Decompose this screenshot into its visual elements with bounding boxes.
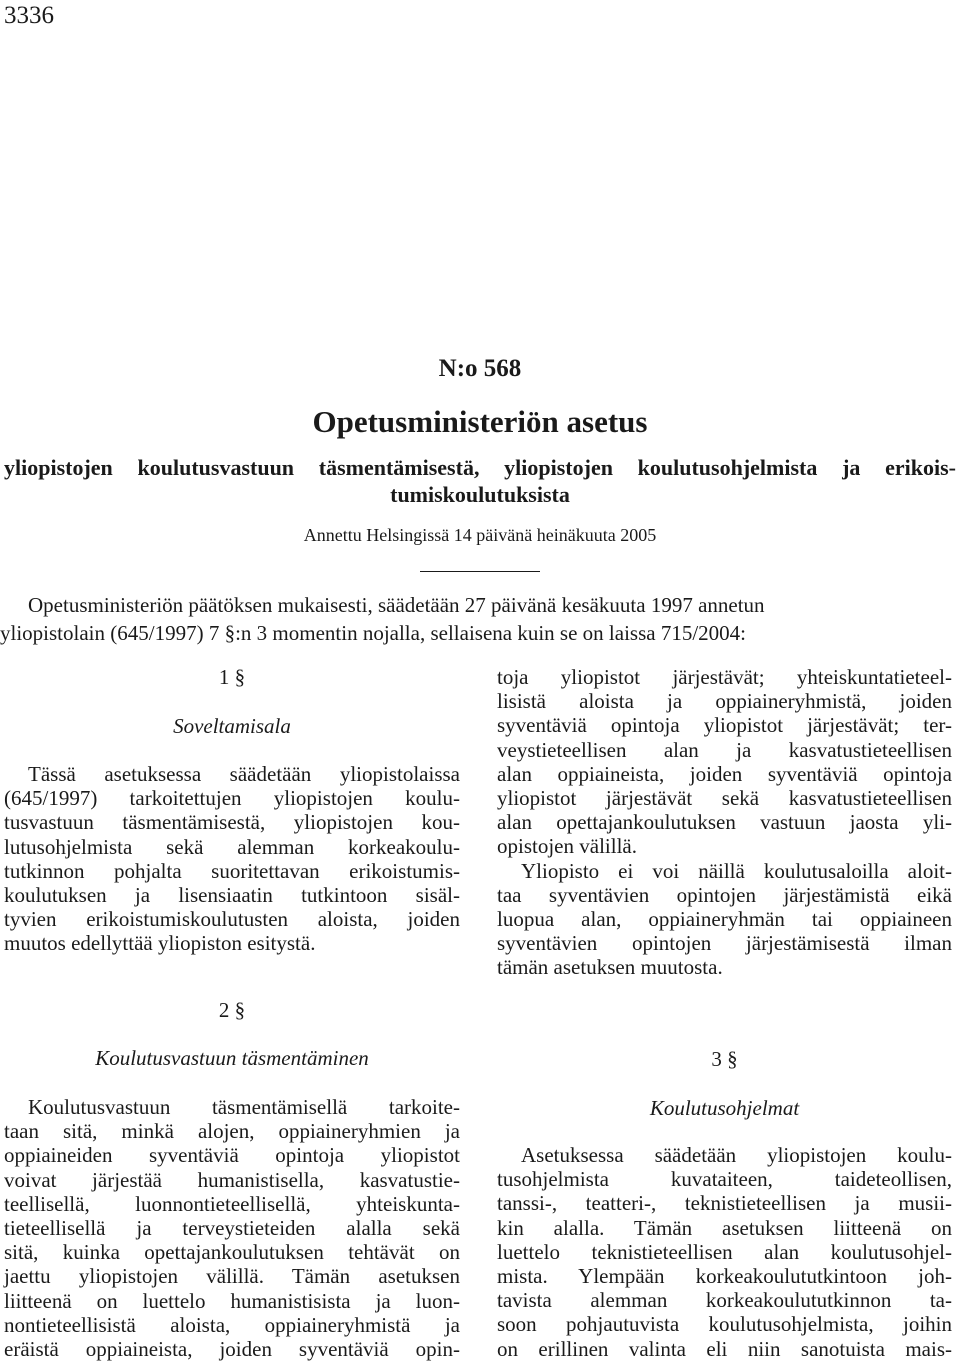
body-line: liitteenä on luettelo humanistisista ja luon- bbox=[4, 1288, 460, 1313]
body-line: lutusohjelmista sekä alemman korkeakoulu- bbox=[4, 834, 460, 859]
body-line: tusvastuun täsmentämisestä, yliopistojen kou- bbox=[4, 810, 460, 835]
act-title-line: yliopistojen koulutusvastuun täsmentämisestä, yliopistojen koulutusohjelmista ja erikois- bbox=[4, 455, 956, 480]
body-line: tanssi-, teatteri-, teknistieteellisen ja musii- bbox=[497, 1191, 952, 1216]
body-line: Yliopisto ei voi näillä koulutusaloilla aloit- bbox=[521, 858, 952, 883]
body-line: veystieteellisen alan ja kasvatustieteellisen bbox=[497, 737, 952, 762]
section-3-title-wrap bbox=[497, 1096, 952, 1120]
body-line: Koulutusvastuun täsmentämisellä tarkoite- bbox=[28, 1095, 460, 1119]
section-2-title-wrap bbox=[4, 1046, 460, 1070]
section-number: 2 § bbox=[218, 998, 246, 1022]
body-line: tusohjelmista kuvataiteen, taideteollisen, bbox=[497, 1167, 952, 1192]
body-line: teellisellä, luonnontieteellisellä, yhteiskunta- bbox=[4, 1191, 460, 1216]
body-line: taa syventävien opintojen järjestämistä eikä bbox=[497, 882, 952, 907]
preamble-line: yliopistolain (645/1997) 7 §:n 3 momentin nojalla, sellaisena kuin se on laissa 715/2004: bbox=[0, 621, 746, 645]
section-1-body bbox=[4, 762, 460, 956]
section-2-number bbox=[4, 998, 460, 1022]
body-line: oppiaineiden syventäviä opintoja yliopistot bbox=[4, 1143, 460, 1168]
preamble-line: Opetusministeriön päätöksen mukaisesti, säädetään 27 päivänä kesäkuuta 1997 annetun bbox=[28, 593, 765, 617]
body-line: kin alalla. Tämän asetuksen liitteenä on bbox=[497, 1215, 952, 1240]
body-line: tämän asetuksen muutosta. bbox=[497, 955, 723, 980]
section-2-continuation bbox=[497, 665, 952, 980]
body-line: opistojen välillä. bbox=[497, 834, 637, 859]
body-line: soon pohjautuvista koulutusohjelmista, joihin bbox=[497, 1312, 952, 1337]
body-line: syventäviä opintoja yliopistot järjestävät; ter- bbox=[497, 713, 952, 738]
body-line: tavista alemman korkeakoulututkinnon ta- bbox=[497, 1288, 952, 1313]
preamble bbox=[0, 591, 960, 647]
section-title: Soveltamisala bbox=[173, 714, 291, 738]
act-type-heading: Opetusministeriön asetus bbox=[312, 404, 648, 439]
section-1-number bbox=[4, 665, 460, 689]
body-line: koulutuksen ja lisensiaatin tutkintoon sisäl- bbox=[4, 883, 460, 908]
given-date: Annettu Helsingissä 14 päivänä heinäkuuta 2005 bbox=[303, 525, 657, 545]
body-line: yliopistot järjestävät sekä kasvatustieteellisen bbox=[497, 786, 952, 811]
section-3-body bbox=[497, 1143, 952, 1361]
body-line: eräistä oppiaineista, joiden syventäviä opin- bbox=[4, 1337, 460, 1362]
body-line: on erillinen valinta eli niin sanotuista mais- bbox=[497, 1336, 952, 1361]
section-3-number bbox=[497, 1047, 952, 1071]
body-line: tyvien erikoistumiskoulutusten aloista, joiden bbox=[4, 907, 460, 932]
section-1-title-wrap bbox=[4, 714, 460, 738]
body-line: taan sitä, minkä alojen, oppiaineryhmien ja bbox=[4, 1119, 460, 1144]
title-divider bbox=[420, 571, 540, 572]
section-number: 1 § bbox=[218, 665, 246, 689]
body-line: nontieteellisistä aloista, oppiaineryhmistä ja bbox=[4, 1312, 460, 1337]
act-title bbox=[4, 454, 956, 508]
body-line: alan oppiaineista, joiden syventäviä opintoja bbox=[497, 761, 952, 786]
body-line: sitä, kuinka opettajankoulutuksen tehtävät on bbox=[4, 1240, 460, 1265]
body-line: Tässä asetuksessa säädetään yliopistolaissa bbox=[28, 762, 460, 786]
body-line: alan opettajankoulutuksen vastuun jaosta yli- bbox=[497, 810, 952, 835]
body-line: syventävien opintojen järjestämisestä ilman bbox=[497, 931, 952, 956]
body-line: (645/1997) tarkoitettujen yliopistojen koulu- bbox=[4, 786, 460, 811]
body-line: muutos edellyttää yliopiston esitystä. bbox=[4, 931, 316, 956]
body-line: jaettu yliopistojen välillä. Tämän asetuksen bbox=[4, 1264, 460, 1289]
act-title-line: tumiskoulutuksista bbox=[390, 482, 570, 507]
page-number: 3336 bbox=[4, 2, 54, 29]
body-line: tutkinnon pohjalta suoritettavan erikoistumis- bbox=[4, 858, 460, 883]
section-number: 3 § bbox=[711, 1047, 738, 1071]
body-line: tieteellisellä ja terveystieteiden alalla sekä bbox=[4, 1216, 460, 1241]
section-title: Koulutusohjelmat bbox=[649, 1096, 800, 1120]
body-line: lisistä aloista ja oppiaineryhmistä, joiden bbox=[497, 689, 952, 714]
body-line: voivat järjestää humanistisella, kasvatustie- bbox=[4, 1167, 460, 1192]
document-number: N:o 568 bbox=[438, 355, 522, 382]
body-line: luopua alan, oppiaineryhmän tai oppiaineen bbox=[497, 907, 952, 932]
body-line: mista. Ylempään korkeakoulututkintoon joh- bbox=[497, 1264, 952, 1289]
body-line: toja yliopistot järjestävät; yhteiskuntatieteel- bbox=[497, 665, 952, 689]
body-line: luettelo teknistieteellisen alan koulutusohjel- bbox=[497, 1239, 952, 1264]
section-title: Koulutusvastuun täsmentäminen bbox=[95, 1046, 369, 1070]
body-line: Asetuksessa säädetään yliopistojen koulu- bbox=[521, 1143, 952, 1167]
section-2-body bbox=[4, 1095, 460, 1361]
